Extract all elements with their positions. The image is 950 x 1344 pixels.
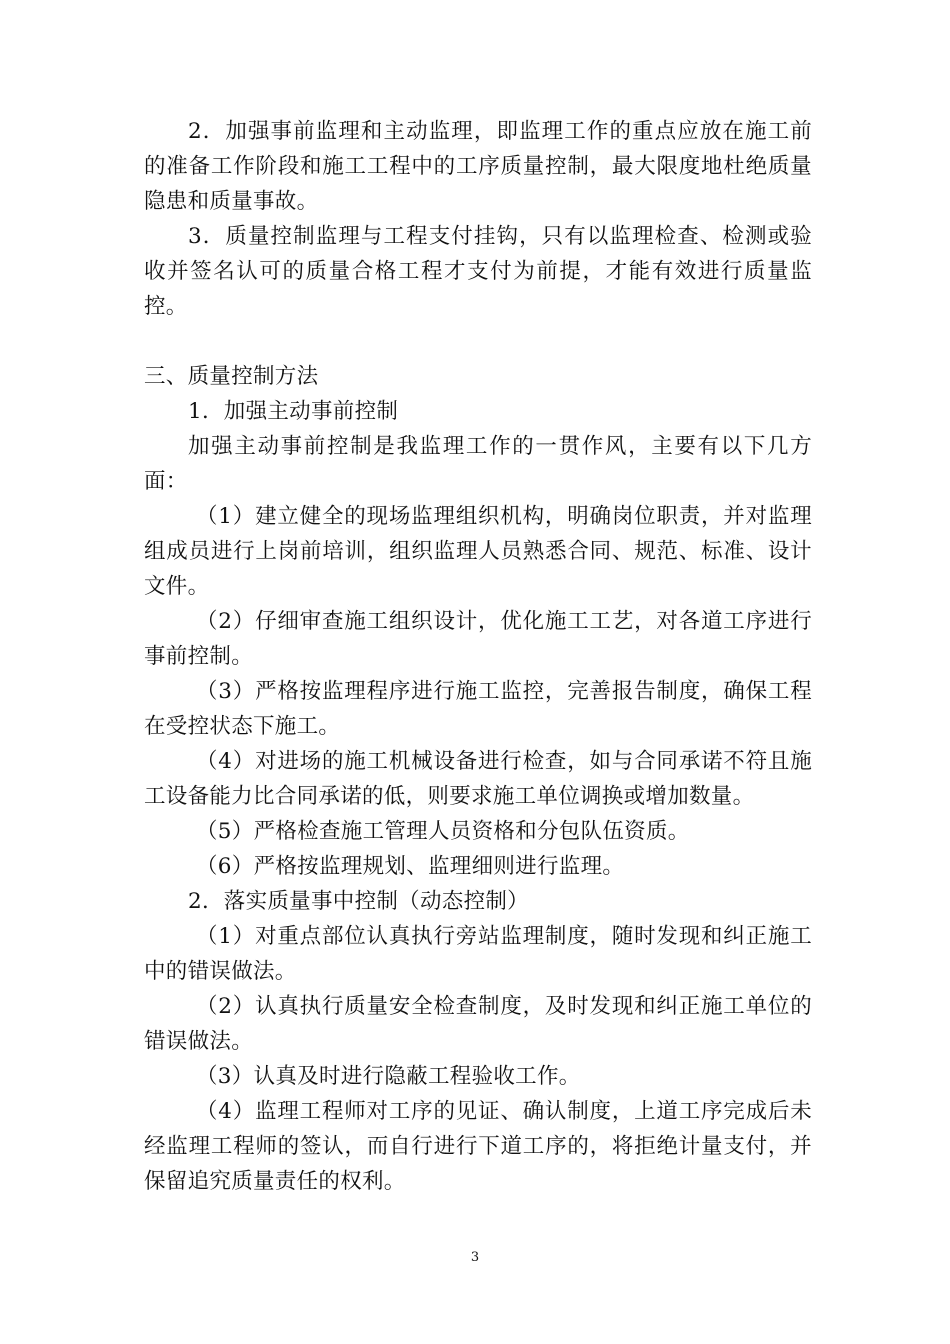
paragraph: 2．加强事前监理和主动监理，即监理工作的重点应放在施工前的准备工作阶段和施工工程中的工序质量控制，最大限度地杜绝质量隐患和质量事故。 <box>144 119 812 214</box>
list-item: （6）严格按监理规划、监理细则进行监理。 <box>196 854 625 879</box>
list-item: （2）认真执行质量安全检查制度，及时发现和纠正施工单位的错误做法。 <box>144 994 812 1054</box>
page-number: 3 <box>470 1250 480 1265</box>
subsection-heading: 1．加强主动事前控制 <box>188 399 399 424</box>
blank-line <box>144 324 812 359</box>
list-item: （1）对重点部位认真执行旁站监理制度，随时发现和纠正施工中的错误做法。 <box>144 924 812 984</box>
list-item: （4）对进场的施工机械设备进行检查，如与合同承诺不符且施工设备能力比合同承诺的低，则要求施工单位调换或增加数量。 <box>144 749 812 809</box>
list-item: （1）建立健全的现场监理组织机构，明确岗位职责，并对监理组成员进行上岗前培训，组织监理人员熟悉合同、规范、标准、设计文件。 <box>144 504 812 599</box>
list-item: （5）严格检查施工管理人员资格和分包队伍资质。 <box>196 819 690 844</box>
list-item: （4）监理工程师对工序的见证、确认制度，上道工序完成后未经监理工程师的签认，而自行进行下道工序的，将拒绝计量支付，并保留追究质量责任的权利。 <box>144 1099 812 1194</box>
subsection-heading: 2．落实质量事中控制（动态控制） <box>188 889 529 914</box>
list-item: （2）仔细审查施工组织设计，优化施工工艺，对各道工序进行事前控制。 <box>144 609 812 669</box>
section-heading: 三、质量控制方法 <box>144 364 319 389</box>
list-item: （3）严格按监理程序进行施工监控，完善报告制度，确保工程在受控状态下施工。 <box>144 679 812 739</box>
list-item: （3）认真及时进行隐蔽工程验收工作。 <box>196 1064 581 1089</box>
document-body <box>144 114 812 1199</box>
paragraph: 加强主动事前控制是我监理工作的一贯作风，主要有以下几方面： <box>144 434 812 494</box>
paragraph: 3．质量控制监理与工程支付挂钩，只有以监理检查、检测或验收并签名认可的质量合格工程才支付为前提，才能有效进行质量监控。 <box>144 224 812 319</box>
